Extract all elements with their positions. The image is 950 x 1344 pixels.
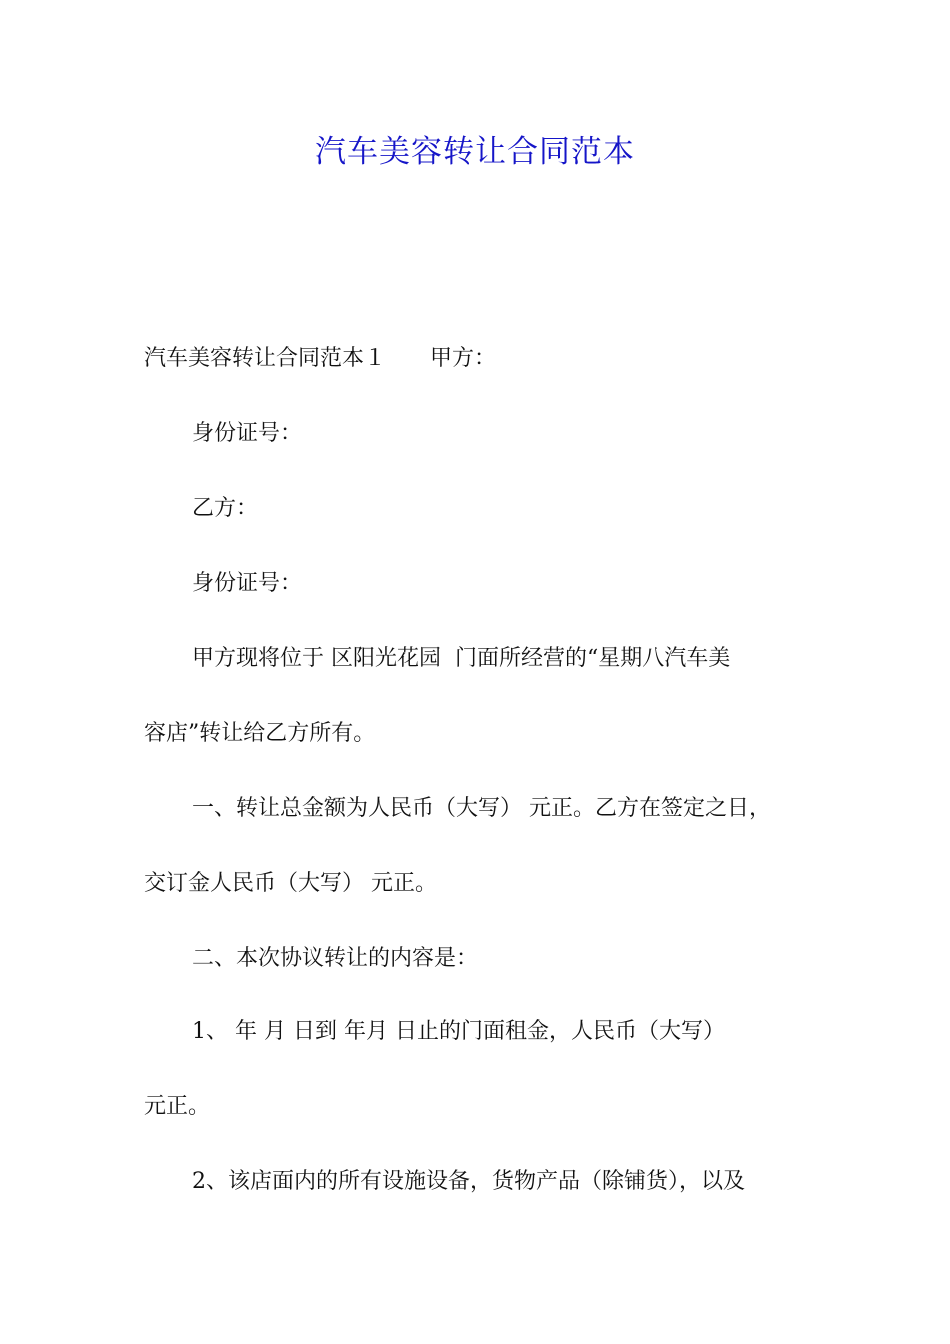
party-a-id-line: 身份证号： <box>192 421 303 446</box>
party-b-line: 乙方： <box>192 496 259 521</box>
item-1-line-1: 1、 年 月 日到 年月 日止的门面租金，人民币（大写） <box>192 1019 725 1044</box>
clause-2-heading: 二、本次协议转让的内容是： <box>192 946 479 971</box>
clause-1-line-2: 交订金人民币（大写） 元正。 <box>144 871 437 896</box>
clause-1-line-1: 一、转让总金额为人民币（大写） 元正。乙方在签定之日， <box>192 796 771 821</box>
document-title: 汽车美容转让合同范本 <box>315 134 635 170</box>
paragraph-transfer-line-2: 容店”转让给乙方所有。 <box>144 721 376 746</box>
paragraph-transfer-line-1: 甲方现将位于 区阳光花园 门面所经营的“星期八汽车美 <box>192 646 731 671</box>
party-b-id-line: 身份证号： <box>192 571 303 596</box>
item-2-line-1: 2、该店面内的所有设施设备，货物产品（除铺货），以及 <box>192 1169 745 1194</box>
item-1-line-2: 元正。 <box>144 1094 211 1119</box>
contract-heading-party-a: 汽车美容转让合同范本１ 甲方： <box>144 346 497 371</box>
